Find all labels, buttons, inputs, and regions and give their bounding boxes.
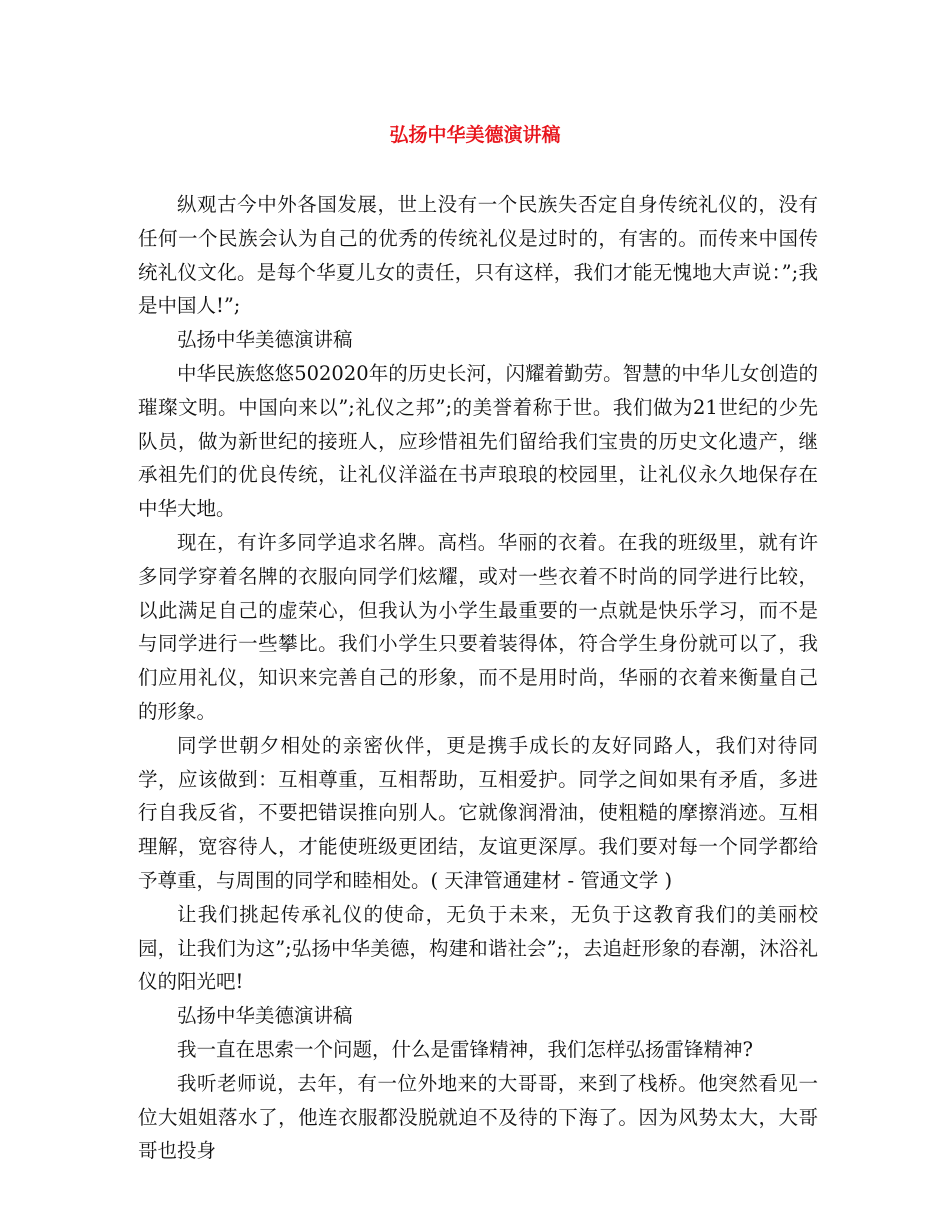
paragraph: 我一直在思索一个问题，什么是雷锋精神，我们怎样弘扬雷锋精神? xyxy=(177,1037,753,1061)
paragraph: 中华民族悠悠502020年的历史长河，闪耀着勤劳。智慧的中华儿女创造的璀璨文明。中国向来以”;礼仪之邦”;的美誉着称于世。我们做为21世纪的少先队员，做为新世纪的接班人，应珍惜祖先们留给我们宝贵的历史文化遗产，继承祖先们的优良传统，让礼仪洋溢在书声琅琅的校园里，让礼仪永久地保存在中华大地。 xyxy=(138,361,818,521)
paragraph: 让我们挑起传承礼仪的使命，无负于未来，无负于这教育我们的美丽校园，让我们为这”;弘扬中华美德，构建和谐社会”;，去追赶形象的春潮，沐浴礼仪的阳光吧! xyxy=(138,902,818,994)
section-heading: 弘扬中华美德演讲稿 xyxy=(177,1004,353,1028)
paragraph: 现在，有许多同学追求名牌。高档。华丽的衣着。在我的班级里，就有许多同学穿着名牌的衣服向同学们炫耀，或对一些衣着不时尚的同学进行比较，以此满足自己的虚荣心，但我认为小学生最重要的一点就是快乐学习，而不是与同学进行一些攀比。我们小学生只要着装得体，符合学生身份就可以了，我们应用礼仪，知识来完善自己的形象，而不是用时尚，华丽的衣着来衡量自己的形象。 xyxy=(138,530,818,723)
paragraph: 我听老师说，去年，有一位外地来的大哥哥，来到了栈桥。他突然看见一位大姐姐落水了，他连衣服都没脱就迫不及待的下海了。因为风势太大，大哥哥也投身 xyxy=(138,1071,818,1163)
document-body xyxy=(138,188,818,1168)
paragraph-intro: 纵观古今中外各国发展，世上没有一个民族失否定自身传统礼仪的，没有任何一个民族会认为自己的优秀的传统礼仪是过时的，有害的。而传来中国传统礼仪文化。是每个华夏儿女的责任，只有这样，我们才能无愧地大声说：”;我是中国人!”; xyxy=(138,193,818,318)
document-title: 弘扬中华美德演讲稿 xyxy=(389,124,561,146)
paragraph: 同学世朝夕相处的亲密伙伴，更是携手成长的友好同路人，我们对待同学，应该做到：互相尊重，互相帮助，互相爱护。同学之间如果有矛盾，多进行自我反省，不要把错误推向别人。它就像润滑油，使粗糙的摩擦消迹。互相理解，宽容待人，才能使班级更团结，友谊更深厚。我们要对每一个同学都给予尊重，与周围的同学和睦相处。( 天津管通建材 - 管通文学 ) xyxy=(138,733,818,892)
section-heading: 弘扬中华美德演讲稿 xyxy=(177,328,353,352)
